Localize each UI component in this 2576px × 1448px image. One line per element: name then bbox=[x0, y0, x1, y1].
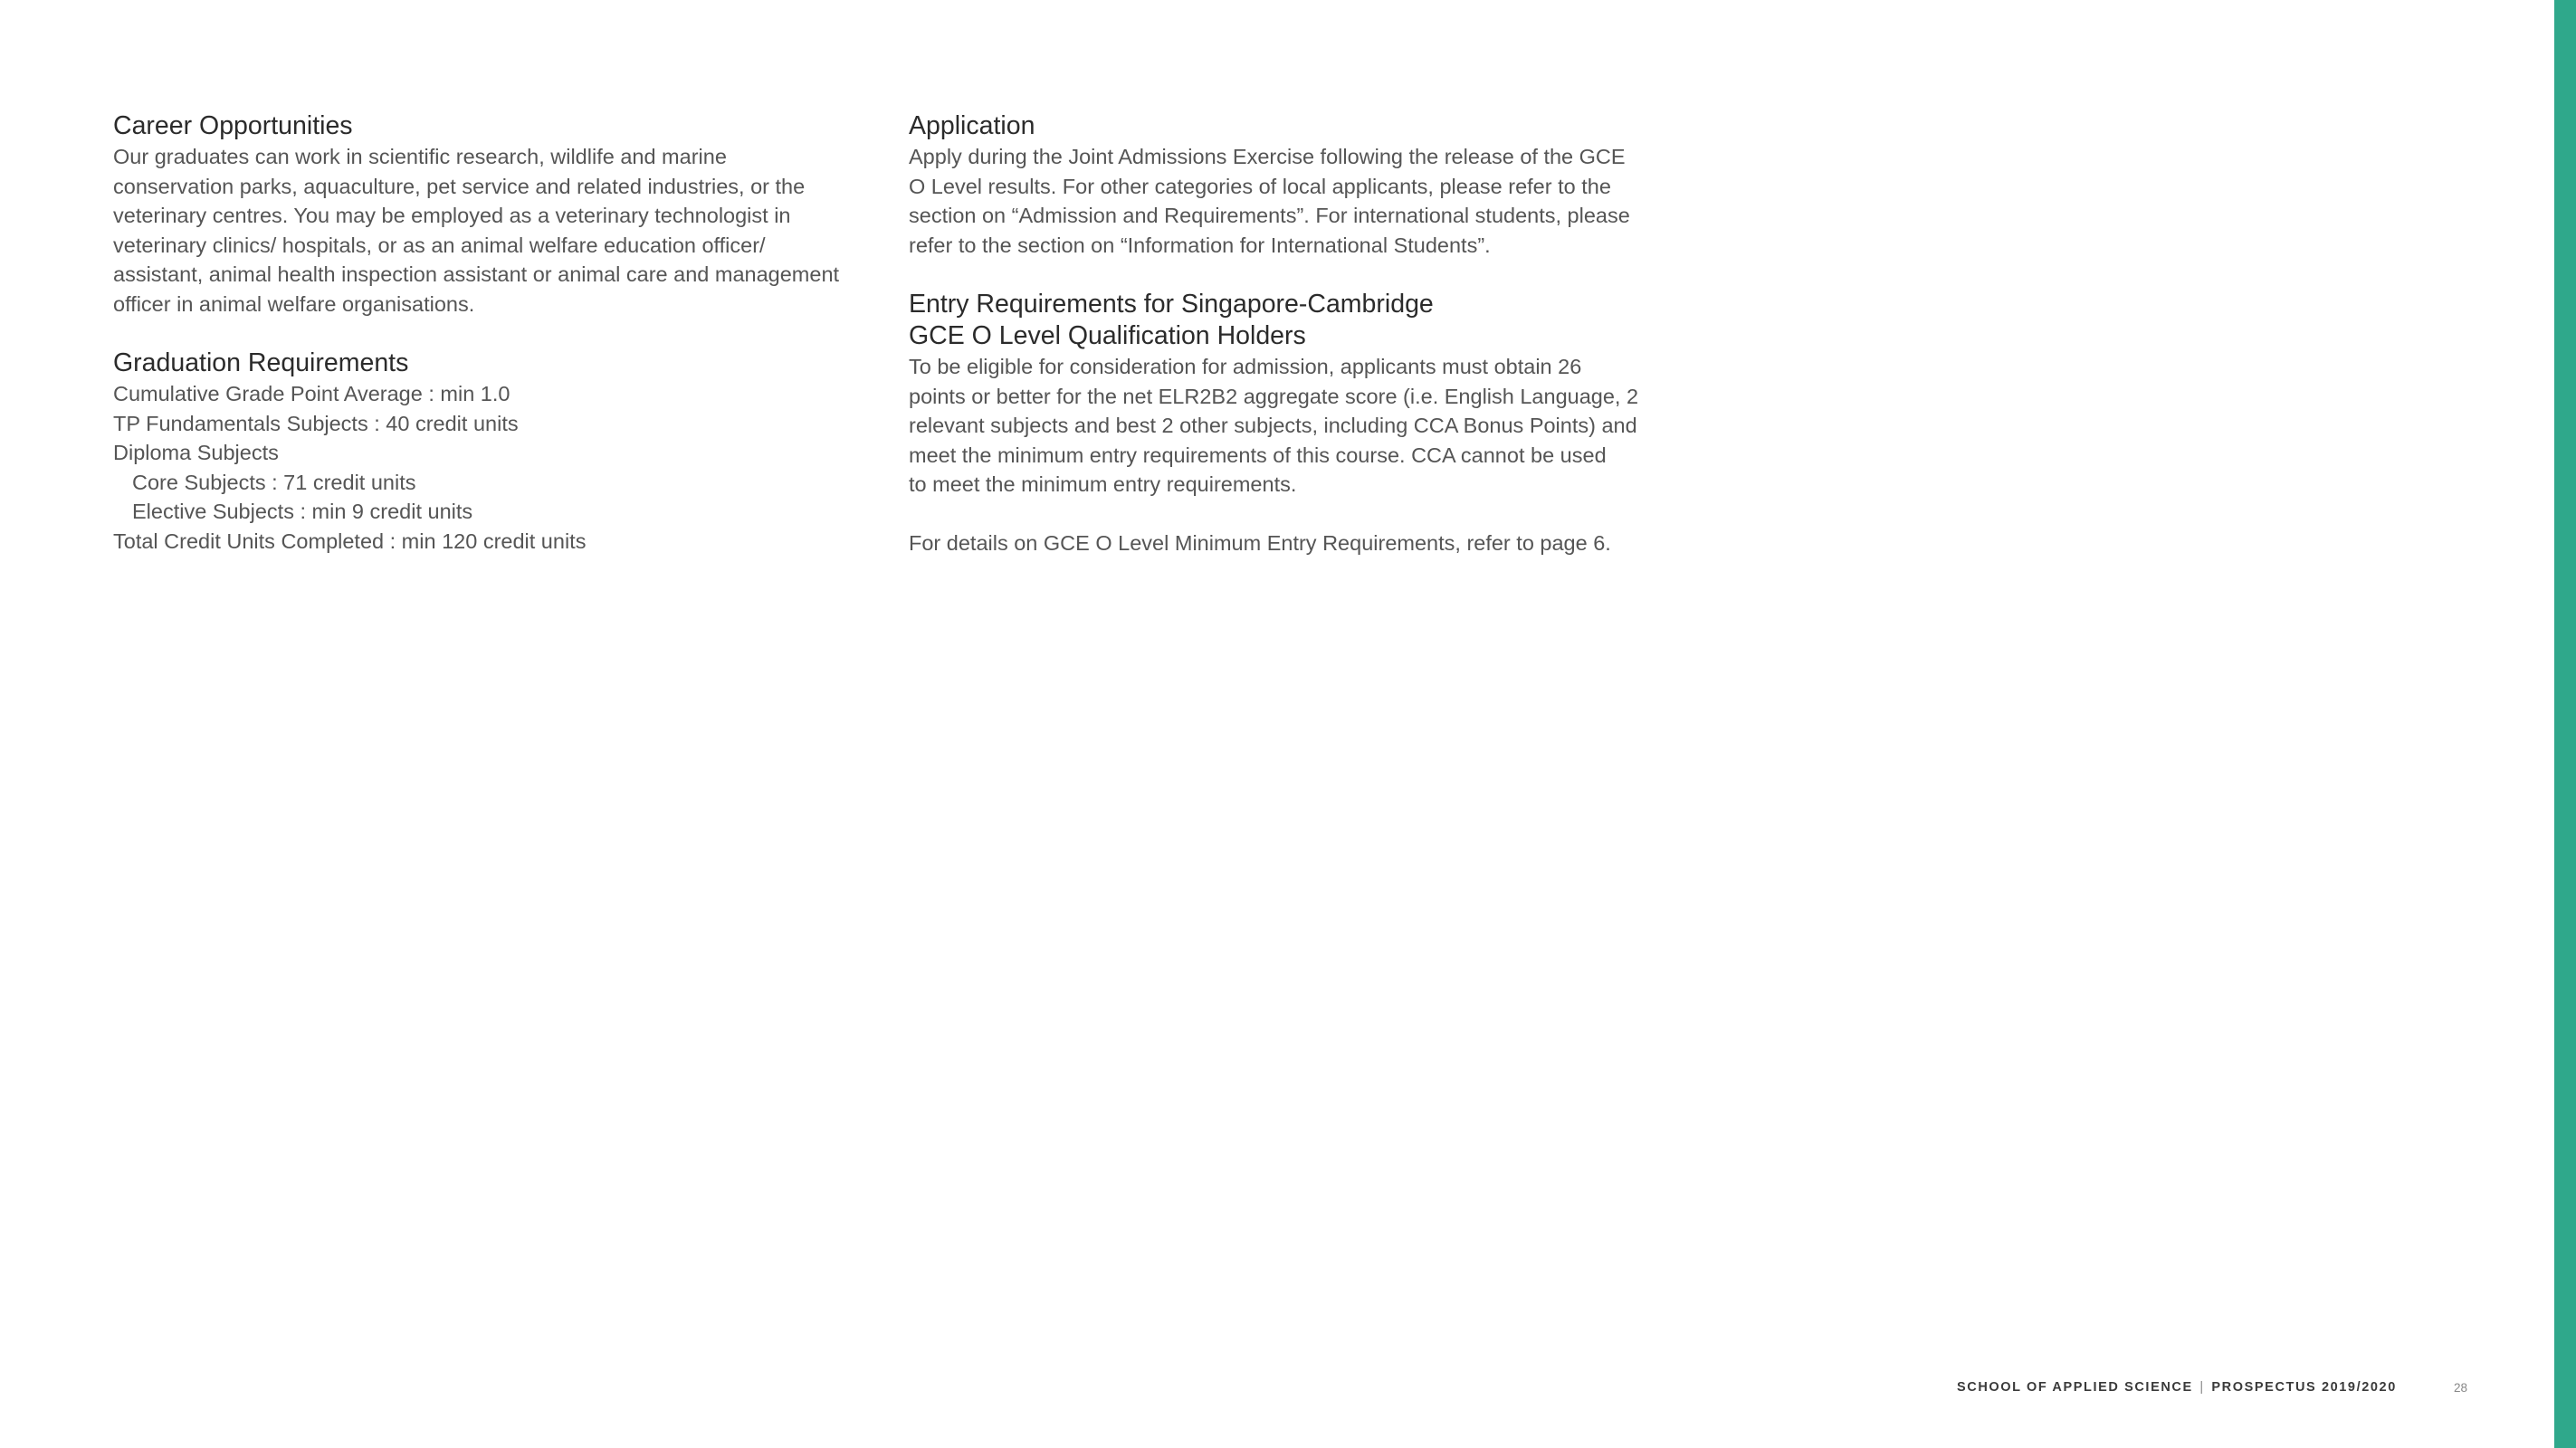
entry-heading-line2: GCE O Level Qualification Holders bbox=[909, 321, 1306, 350]
left-column bbox=[113, 110, 883, 585]
application-heading: Application bbox=[909, 111, 1035, 140]
requirement-tp-fundamentals: TP Fundamentals Subjects : 40 credit units bbox=[113, 411, 519, 435]
requirement-diploma-subjects: Diploma Subjects bbox=[113, 441, 279, 464]
page-number: 28 bbox=[2454, 1381, 2468, 1395]
entry-note: For details on GCE O Level Minimum Entry Requirements, refer to page 6. bbox=[909, 531, 1611, 555]
application-body: Apply during the Joint Admissions Exercise following the release of the GCE O Level results. For other categories of local applicants, please refer to the section on “Admission and Requirements”. For international students, please refer to the section on “Information for International Students”. bbox=[909, 145, 1630, 257]
requirement-cgpa: Cumulative Grade Point Average : min 1.0 bbox=[113, 382, 510, 405]
application-section bbox=[909, 110, 1678, 260]
footer-running-title bbox=[1957, 1380, 2397, 1395]
entry-requirements-section bbox=[909, 289, 1678, 558]
career-body: Our graduates can work in scientific research, wildlife and marine conservation parks, aquaculture, pet service and related industries, or the veterinary centres. You may be employed as a veterinary technologist in veterinary clinics/ hospitals, or as an animal welfare education officer/ assistant, animal health inspection assistant or animal care and management officer in animal welfare organisations. bbox=[113, 145, 840, 316]
footer-school: SCHOOL OF APPLIED SCIENCE bbox=[1957, 1380, 2193, 1395]
requirement-core-subjects: Core Subjects : 71 credit units bbox=[132, 470, 416, 494]
entry-body: To be eligible for consideration for admission, applicants must obtain 26 points or better for the net ELR2B2 aggregate score (i.e. English Language, 2 relevant subjects and best 2 other subjects, including CCA Bonus Points) and meet the minimum entry requirements of this course. CCA cannot be used to meet the minimum entry requirements. bbox=[909, 355, 1639, 496]
career-section bbox=[113, 110, 883, 319]
footer-separator: | bbox=[2199, 1380, 2205, 1395]
requirement-elective-subjects: Elective Subjects : min 9 credit units bbox=[132, 500, 473, 523]
graduation-section bbox=[113, 348, 883, 556]
graduation-heading: Graduation Requirements bbox=[113, 348, 409, 377]
accent-bar bbox=[2554, 0, 2576, 1448]
requirement-total-credits: Total Credit Units Completed : min 120 credit units bbox=[113, 529, 587, 553]
entry-heading-line1: Entry Requirements for Singapore-Cambridge bbox=[909, 290, 1434, 319]
footer-prospectus: PROSPECTUS 2019/2020 bbox=[2211, 1380, 2397, 1395]
career-heading: Career Opportunities bbox=[113, 111, 353, 140]
right-column bbox=[909, 110, 1678, 587]
graduation-requirements-list bbox=[113, 379, 883, 556]
